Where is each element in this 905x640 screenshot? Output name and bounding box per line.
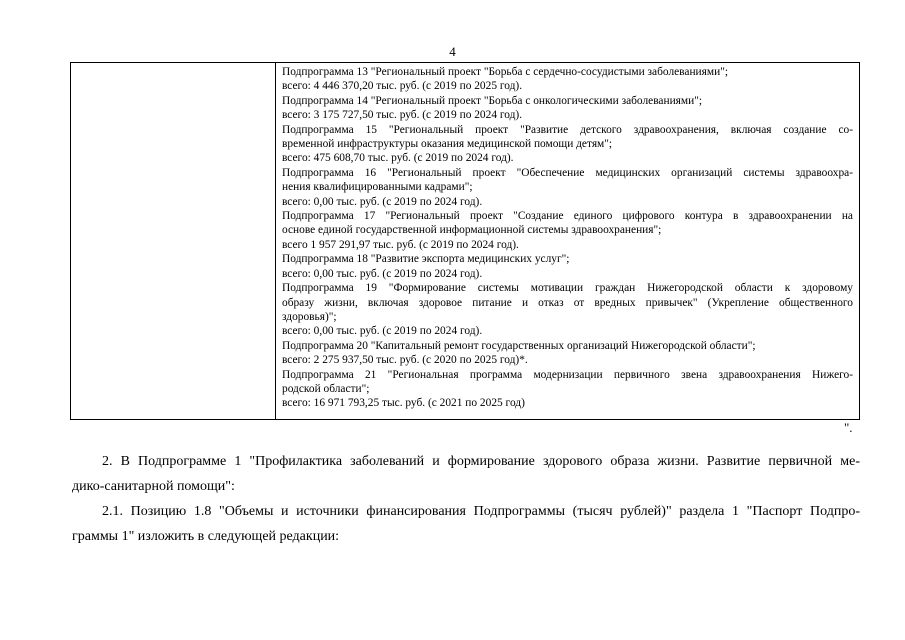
table-line: нения квалифицированными кадрами"; — [282, 181, 473, 194]
table-line: всего 1 957 291,97 тыс. руб. (с 2019 по 2024 год). — [282, 238, 519, 251]
table-left-cell — [71, 63, 276, 419]
table-line: Подпрограмма 20 "Капитальный ремонт государственных организаций Нижегородской области"; — [282, 339, 756, 352]
table-line: всего: 2 275 937,50 тыс. руб. (с 2020 по 2025 год)*. — [282, 354, 528, 367]
table-line: всего: 16 971 793,25 тыс. руб. (с 2021 по 2025 год) — [282, 397, 525, 410]
paragraph-2 — [72, 449, 860, 499]
table-line: Подпрограмма 17 "Региональный проект "Создание единого цифрового контура в здравоохранении на — [282, 210, 853, 223]
table-line: временной инфраструктуры оказания медицинской помощи детям"; — [282, 138, 613, 151]
paragraph-line: граммы 1" изложить в следующей редакции: — [72, 529, 340, 544]
table-line: здоровья)"; — [282, 310, 337, 323]
table-line: образу жизни, включая здоровое питание и отказ от вредных привычек" (Укрепление общественного — [282, 296, 853, 309]
table-line: Подпрограмма 14 "Региональный проект "Борьба с онкологическими заболеваниями"; — [282, 94, 703, 107]
paragraph-line: 2.1. Позицию 1.8 "Объемы и источники финансирования Подпрограммы (тысяч рублей)" раздела 1 "Паспорт Подпро- — [102, 504, 860, 519]
page-number: 4 — [449, 44, 456, 59]
closing-quote: ". — [844, 420, 853, 435]
table-line: всего: 4 446 370,20 тыс. руб. (с 2019 по 2025 год). — [282, 80, 523, 93]
table-line: Подпрограмма 16 "Региональный проект "Обеспечение медицинских организаций системы здравоохра- — [282, 166, 853, 179]
paragraph-line: 2. В Подпрограмме 1 "Профилактика заболеваний и формирование здорового образа жизни. Развитие первичной ме- — [102, 454, 860, 469]
table-line: всего: 475 608,70 тыс. руб. (с 2019 по 2024 год). — [282, 152, 514, 165]
table-line: Подпрограмма 13 "Региональный проект "Борьба с сердечно-сосудистыми заболеваниями"; — [282, 66, 729, 78]
table-line: всего: 0,00 тыс. руб. (с 2019 по 2024 год). — [282, 325, 483, 338]
paragraph-line: дико-санитарной помощи": — [72, 479, 235, 494]
table-line: родской области"; — [282, 382, 370, 395]
paragraph-2-1 — [72, 499, 860, 549]
table-line: основе единой государственной информационной системы здравоохранения"; — [282, 224, 662, 237]
table-right-cell — [276, 63, 859, 419]
funding-table — [70, 62, 860, 420]
table-line: всего: 3 175 727,50 тыс. руб. (с 2019 по 2024 год). — [282, 109, 523, 122]
table-line: всего: 0,00 тыс. руб. (с 2019 по 2024 год). — [282, 267, 483, 280]
table-line: Подпрограмма 21 "Региональная программа модернизации первичного звена здравоохранения Нижего- — [282, 368, 853, 381]
table-line: Подпрограмма 19 "Формирование системы мотивации граждан Нижегородской области к здоровому — [282, 282, 853, 295]
table-line: Подпрограмма 18 "Развитие экспорта медицинских услуг"; — [282, 253, 570, 266]
table-line: всего: 0,00 тыс. руб. (с 2019 по 2024 год). — [282, 195, 483, 208]
table-line: Подпрограмма 15 "Региональный проект "Развитие детского здравоохранения, включая создание со- — [282, 123, 853, 136]
